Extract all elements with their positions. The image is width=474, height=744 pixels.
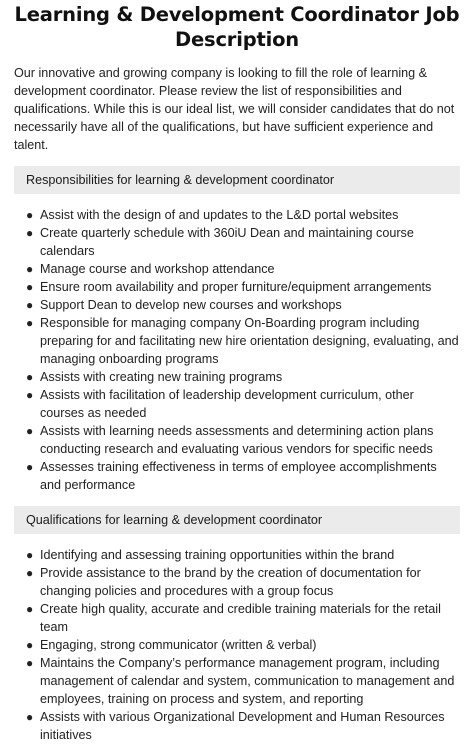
qualification-text: Identifying and assessing training opportunities within the brand bbox=[40, 548, 395, 562]
bullet-icon: ● bbox=[26, 226, 34, 240]
qualification-text: Engaging, strong communicator (written & verbal) bbox=[40, 638, 317, 652]
bullet-icon: ● bbox=[26, 638, 34, 652]
bullet-icon: ● bbox=[26, 262, 34, 276]
responsibility-text: Responsible for managing company On-Boarding program including preparing for and facilitating new hire orientation designing, evaluating, and managing onboarding programs bbox=[40, 316, 459, 366]
responsibilities-list bbox=[14, 206, 460, 494]
list-item bbox=[26, 368, 460, 386]
responsibility-text: Manage course and workshop attendance bbox=[40, 262, 275, 276]
qualification-text: Assists with various Organizational Development and Human Resources initiatives bbox=[40, 710, 445, 742]
responsibility-text: Assists with facilitation of leadership development curriculum, other courses as needed bbox=[40, 388, 414, 420]
qualifications-heading: Qualifications for learning & development coordinator bbox=[14, 506, 460, 534]
list-item bbox=[26, 636, 460, 654]
list-item bbox=[26, 224, 460, 260]
bullet-icon: ● bbox=[26, 656, 34, 670]
responsibility-text: Assists with learning needs assessments and determining action plans conducting research and evaluating various vendors for specific needs bbox=[40, 424, 434, 456]
list-item bbox=[26, 296, 460, 314]
list-item bbox=[26, 260, 460, 278]
bullet-icon: ● bbox=[26, 460, 34, 474]
bullet-icon: ● bbox=[26, 424, 34, 438]
bullet-icon: ● bbox=[26, 316, 34, 330]
responsibility-text: Assist with the design of and updates to the L&D portal websites bbox=[40, 208, 399, 222]
intro-paragraph: Our innovative and growing company is looking to fill the role of learning & development coordinator. Please review the list of responsibilities and qualifications. While this is our ideal list, we will consider candidates that do not necessarily have all of the qualifications, but have sufficient experience and talent. bbox=[14, 66, 455, 152]
bullet-icon: ● bbox=[26, 710, 34, 724]
list-item bbox=[26, 386, 460, 422]
list-item bbox=[26, 708, 460, 744]
list-item bbox=[26, 422, 460, 458]
bullet-icon: ● bbox=[26, 548, 34, 562]
qualification-text: Provide assistance to the brand by the creation of documentation for changing policies and procedures with a group focus bbox=[40, 566, 421, 598]
responsibility-text: Assesses training effectiveness in terms of employee accomplishments and performance bbox=[40, 460, 437, 492]
page-title: Learning & Development Coordinator Job Description bbox=[14, 3, 460, 51]
qualification-text: Maintains the Company’s performance management program, including management of calendar and system, communication to management and employees, training on process and system, and reporting bbox=[40, 656, 455, 706]
bullet-icon: ● bbox=[26, 566, 34, 580]
responsibility-text: Ensure room availability and proper furniture/equipment arrangements bbox=[40, 280, 432, 294]
bullet-icon: ● bbox=[26, 298, 34, 312]
responsibility-text: Support Dean to develop new courses and workshops bbox=[40, 298, 342, 312]
list-item bbox=[26, 206, 460, 224]
list-item bbox=[26, 278, 460, 296]
list-item bbox=[26, 458, 460, 494]
responsibility-text: Create quarterly schedule with 360iU Dean and maintaining course calendars bbox=[40, 226, 414, 258]
bullet-icon: ● bbox=[26, 208, 34, 222]
bullet-icon: ● bbox=[26, 280, 34, 294]
list-item bbox=[26, 546, 460, 564]
qualification-text: Create high quality, accurate and credible training materials for the retail team bbox=[40, 602, 441, 634]
list-item bbox=[26, 564, 460, 600]
list-item bbox=[26, 600, 460, 636]
responsibilities-heading: Responsibilities for learning & development coordinator bbox=[14, 166, 460, 194]
list-item bbox=[26, 654, 460, 708]
responsibility-text: Assists with creating new training programs bbox=[40, 370, 283, 384]
bullet-icon: ● bbox=[26, 388, 34, 402]
bullet-icon: ● bbox=[26, 370, 34, 384]
qualifications-list bbox=[14, 546, 460, 744]
bullet-icon: ● bbox=[26, 602, 34, 616]
list-item bbox=[26, 314, 460, 368]
